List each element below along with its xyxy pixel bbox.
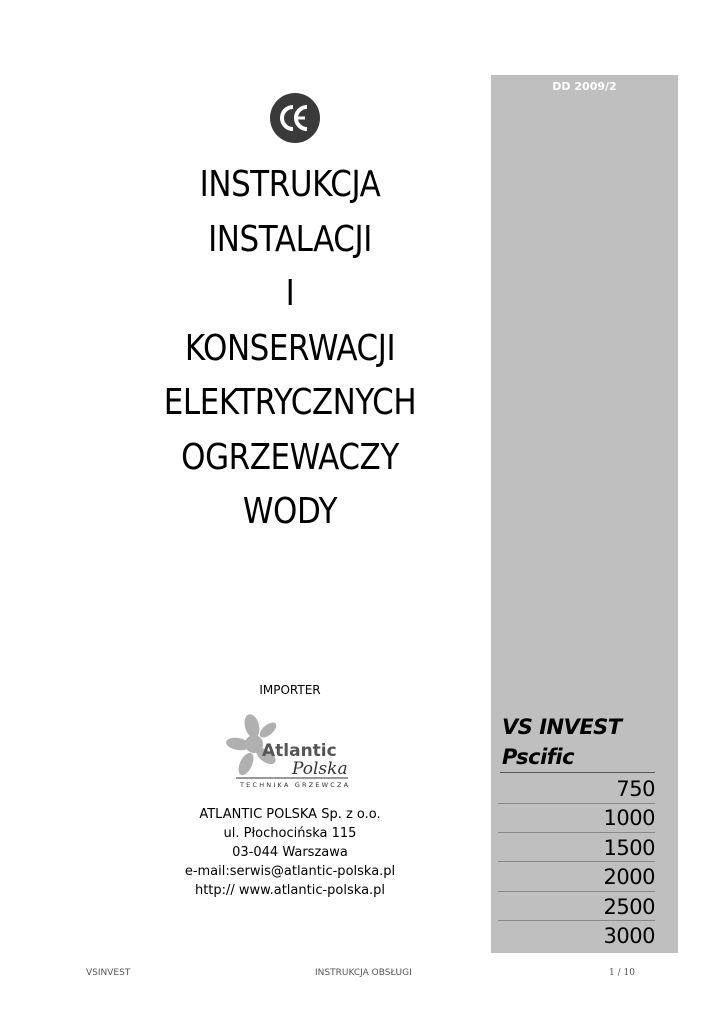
model-divider <box>498 920 655 921</box>
document-title <box>109 158 470 540</box>
title-line: INSTALACJI <box>208 218 372 260</box>
title-line: OGRZEWACZY <box>181 436 399 478</box>
product-series: Pscific <box>502 745 575 769</box>
document-code: DD 2009/2 <box>552 80 617 93</box>
title-line: WODY <box>242 491 338 532</box>
model-divider <box>498 832 655 833</box>
product-divider <box>500 772 655 773</box>
website: http:// www.atlantic-polska.pl <box>194 883 386 898</box>
company-name: ATLANTIC POLSKA Sp. z o.o. <box>199 807 381 822</box>
importer-label: IMPORTER <box>259 683 321 697</box>
svg-text:Atlantic: Atlantic <box>262 741 337 761</box>
importer-address <box>160 805 420 900</box>
title-line: ELEKTRYCZNYCH <box>163 382 417 423</box>
title-line: I <box>285 273 295 314</box>
svg-text:Polska: Polska <box>292 759 348 779</box>
svg-text:TECHNIKA GRZEWCZA: TECHNIKA GRZEWCZA <box>240 781 351 789</box>
model-item: 1500 <box>603 835 655 860</box>
model-divider <box>498 861 655 862</box>
model-list <box>560 775 655 951</box>
title-line: INSTRUKCJA <box>199 164 381 205</box>
title-line: KONSERWACJI <box>184 327 396 369</box>
ce-mark-icon <box>269 92 321 144</box>
email: e-mail:serwis@atlantic-polska.pl <box>184 864 396 879</box>
footer-document-type: INSTRUKCJA OBSŁUGI <box>315 968 412 978</box>
city-postcode: 03-044 Warszawa <box>232 845 348 860</box>
atlantic-polska-logo <box>226 712 356 790</box>
footer-product-code: VSINVEST <box>86 968 131 978</box>
product-name <box>502 712 672 772</box>
street-address: ul. Płochocińska 115 <box>223 826 357 841</box>
model-divider <box>498 891 655 892</box>
model-item: 3000 <box>603 924 655 949</box>
product-line: VS INVEST <box>502 715 622 739</box>
model-divider <box>498 803 655 804</box>
model-item: 2500 <box>603 894 655 919</box>
model-item: 2000 <box>603 865 655 890</box>
model-item: 750 <box>616 777 655 801</box>
footer-page-number: 1 / 10 <box>609 968 635 978</box>
model-item: 1000 <box>603 806 655 831</box>
